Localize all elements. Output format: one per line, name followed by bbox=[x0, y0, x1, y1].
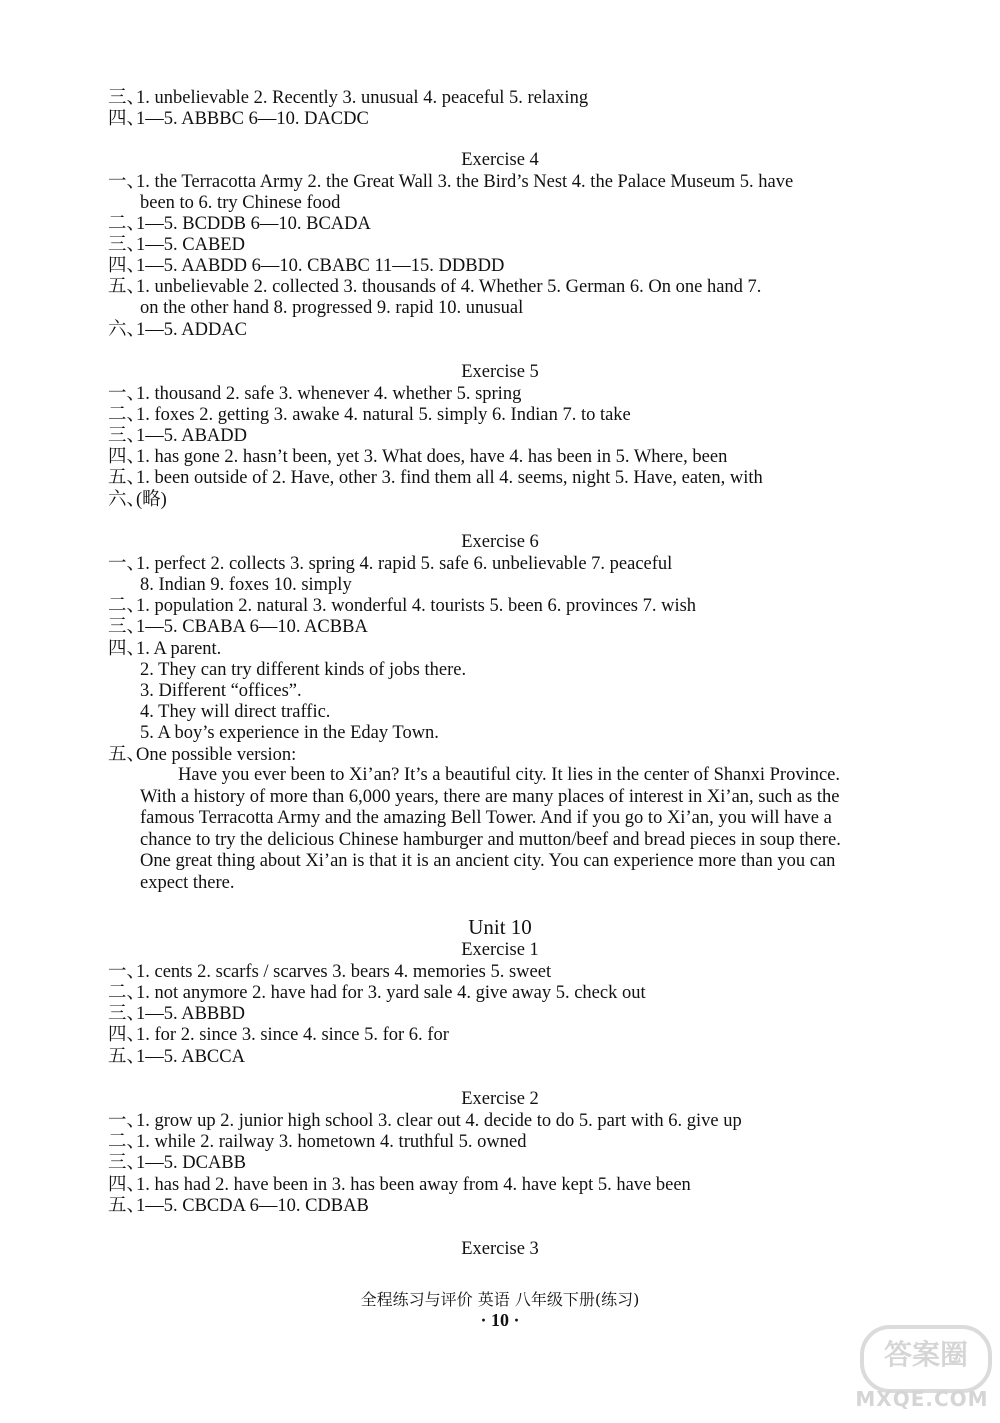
answer-line: 六、(略) bbox=[108, 490, 167, 510]
answer-line: 二、1. while 2. railway 3. hometown 4. truthful 5. owned bbox=[108, 1132, 527, 1152]
answer-line: 三、1—5. ABBBD bbox=[108, 1004, 245, 1024]
answer-line: 四、1. A parent. bbox=[108, 639, 222, 659]
answer-line: 三、1—5. CABED bbox=[108, 235, 245, 255]
watermark-badge: 答案圈 bbox=[860, 1325, 992, 1393]
answer-line: 五、1. been outside of 2. Have, other 3. find them all 4. seems, night 5. Have, eaten, with bbox=[108, 468, 763, 488]
essay-line: One great thing about Xi’an is that it is an ancient city. You can experience more than you can bbox=[140, 851, 836, 871]
answer-line-continued: been to 6. try Chinese food bbox=[140, 193, 341, 213]
answer-line: 三、1. unbelievable 2. Recently 3. unusual 4. peaceful 5. relaxing bbox=[108, 88, 589, 108]
answer-line: 四、1. has had 2. have been in 3. has been away from 4. have kept 5. have been bbox=[108, 1175, 691, 1195]
essay-line: famous Terracotta Army and the amazing Bell Tower. And if you go to Xi’an, you will have a bbox=[140, 808, 832, 828]
essay-line: With a history of more than 6,000 years, there are many places of interest in Xi’an, such as the bbox=[140, 786, 840, 807]
answer-line-continued: on the other hand 8. progressed 9. rapid 10. unusual bbox=[140, 298, 524, 318]
watermark-site: MXQE.COM bbox=[855, 1387, 989, 1411]
exercise-heading: Exercise 4 bbox=[461, 150, 539, 170]
answer-line-continued: 5. A boy’s experience in the Eday Town. bbox=[140, 723, 439, 743]
exercise-heading: Exercise 6 bbox=[461, 532, 539, 552]
answer-line: 四、1—5. AABDD 6—10. CBABC 11—15. DDBDD bbox=[108, 256, 505, 276]
essay-line: Have you ever been to Xi’an? It’s a beautiful city. It lies in the center of Shanxi Province. bbox=[178, 765, 841, 785]
exercise-heading: Exercise 3 bbox=[461, 1239, 539, 1259]
answer-line-continued: 3. Different “offices”. bbox=[140, 681, 302, 701]
answer-line: 一、1. perfect 2. collects 3. spring 4. rapid 5. safe 6. unbelievable 7. peaceful bbox=[108, 554, 673, 574]
answer-line: 三、1—5. ABADD bbox=[108, 426, 248, 446]
exercise-heading: Exercise 5 bbox=[461, 362, 539, 382]
answer-line: 一、1. grow up 2. junior high school 3. clear out 4. decide to do 5. part with 6. give up bbox=[108, 1111, 742, 1131]
answer-line: 三、1—5. DCABB bbox=[108, 1153, 246, 1173]
answer-line: 一、1. thousand 2. safe 3. whenever 4. whether 5. spring bbox=[108, 384, 522, 404]
answer-line: 四、1—5. ABBBC 6—10. DACDC bbox=[108, 109, 369, 129]
answer-line-continued: 8. Indian 9. foxes 10. simply bbox=[140, 575, 352, 595]
answer-line-continued: 4. They will direct traffic. bbox=[140, 702, 331, 722]
answer-line: 三、1—5. CBABA 6—10. ACBBA bbox=[108, 617, 368, 637]
answer-line: 五、1. unbelievable 2. collected 3. thousands of 4. Whether 5. German 6. On one hand 7. bbox=[108, 277, 762, 297]
unit-heading: Unit 10 bbox=[468, 915, 532, 939]
answer-line: 五、One possible version: bbox=[108, 745, 297, 765]
answer-line: 二、1. foxes 2. getting 3. awake 4. natural 5. simply 6. Indian 7. to take bbox=[108, 405, 631, 425]
answer-line: 一、1. cents 2. scarfs / scarves 3. bears 4. memories 5. sweet bbox=[108, 962, 552, 982]
answer-line: 五、1—5. ABCCA bbox=[108, 1047, 245, 1067]
exercise-heading: Exercise 2 bbox=[461, 1089, 539, 1109]
essay-line: expect there. bbox=[140, 872, 235, 893]
answer-line: 二、1. not anymore 2. have had for 3. yard sale 4. give away 5. check out bbox=[108, 983, 646, 1003]
page-number: · 10 · bbox=[480, 1310, 520, 1330]
answer-line: 六、1—5. ADDAC bbox=[108, 320, 248, 340]
sample-essay bbox=[140, 765, 915, 894]
answer-line: 四、1. has gone 2. hasn’t been, yet 3. What does, have 4. has been in 5. Where, been bbox=[108, 447, 728, 467]
answer-line: 二、1—5. BCDDB 6—10. BCADA bbox=[108, 214, 371, 234]
watermark-logo bbox=[852, 1325, 992, 1417]
answer-line: 五、1—5. CBCDA 6—10. CDBAB bbox=[108, 1196, 369, 1216]
answer-line: 四、1. for 2. since 3. since 4. since 5. for 6. for bbox=[108, 1025, 449, 1045]
book-title-footer: 全程练习与评价 英语 八年级下册(练习) bbox=[360, 1290, 640, 1309]
answer-line: 一、1. the Terracotta Army 2. the Great Wall 3. the Bird’s Nest 4. the Palace Museum 5. have bbox=[108, 172, 794, 192]
exercise-heading: Exercise 1 bbox=[461, 940, 539, 960]
essay-line: chance to try the delicious Chinese hamburger and mutton/beef and bread pieces in soup there. bbox=[140, 829, 841, 850]
answer-line-continued: 2. They can try different kinds of jobs there. bbox=[140, 660, 467, 680]
answer-line: 二、1. population 2. natural 3. wonderful 4. tourists 5. been 6. provinces 7. wish bbox=[108, 596, 697, 616]
